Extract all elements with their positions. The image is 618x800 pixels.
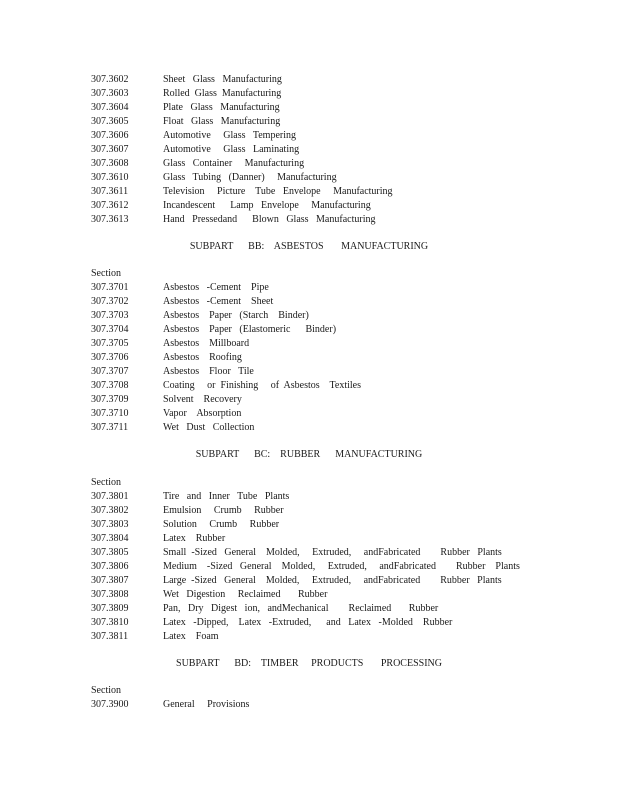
section-number: 307.3701 bbox=[91, 282, 129, 293]
list-item bbox=[91, 171, 591, 185]
section-label: Section bbox=[91, 477, 121, 488]
rubber-section-list bbox=[91, 476, 591, 644]
list-item bbox=[91, 87, 591, 101]
list-item bbox=[91, 143, 591, 157]
section-number: 307.3705 bbox=[91, 338, 129, 349]
section-title: Glass Tubing (Danner) Manufacturing bbox=[163, 172, 337, 183]
section-number: 307.3802 bbox=[91, 505, 129, 516]
list-item bbox=[91, 115, 591, 129]
section-title: Solution Crumb Rubber bbox=[163, 519, 280, 530]
section-title: General Provisions bbox=[163, 699, 250, 710]
asbestos-section-list bbox=[91, 267, 591, 435]
list-item bbox=[91, 185, 591, 199]
section-number: 307.3704 bbox=[91, 324, 129, 335]
list-item bbox=[91, 546, 591, 560]
section-title: Asbestos -Cement Sheet bbox=[163, 296, 274, 307]
section-number: 307.3804 bbox=[91, 533, 129, 544]
section-number: 307.3611 bbox=[91, 186, 129, 197]
section-title: Asbestos -Cement Pipe bbox=[163, 282, 269, 293]
section-number: 307.3612 bbox=[91, 200, 129, 211]
subpart-heading-bc: SUBPART BC: RUBBER MANUFACTURING bbox=[195, 449, 423, 460]
section-number: 307.3811 bbox=[91, 631, 129, 642]
list-item bbox=[91, 281, 591, 295]
list-item bbox=[91, 295, 591, 309]
section-title: Tire and Inner Tube Plants bbox=[163, 491, 290, 502]
list-item bbox=[91, 574, 591, 588]
list-item bbox=[91, 73, 591, 87]
section-number: 307.3707 bbox=[91, 366, 129, 377]
section-title: Automotive Glass Tempering bbox=[163, 130, 296, 141]
section-number: 307.3708 bbox=[91, 380, 129, 391]
section-number: 307.3807 bbox=[91, 575, 129, 586]
section-label: Section bbox=[91, 685, 121, 696]
section-title: Automotive Glass Laminating bbox=[163, 144, 300, 155]
section-number: 307.3710 bbox=[91, 408, 129, 419]
list-item bbox=[91, 101, 591, 115]
section-title: Asbestos Millboard bbox=[163, 338, 250, 349]
list-item bbox=[91, 630, 591, 644]
section-title: Latex Rubber bbox=[163, 533, 226, 544]
section-title: Asbestos Paper (Starch Binder) bbox=[163, 310, 309, 321]
list-item bbox=[91, 490, 591, 504]
list-item bbox=[91, 518, 591, 532]
list-item bbox=[91, 323, 591, 337]
list-item bbox=[91, 393, 591, 407]
section-number: 307.3602 bbox=[91, 74, 129, 85]
section-number: 307.3801 bbox=[91, 491, 129, 502]
section-number: 307.3613 bbox=[91, 214, 129, 225]
list-item bbox=[91, 616, 591, 630]
section-title: Rolled Glass Manufacturing bbox=[163, 88, 282, 99]
list-item bbox=[91, 213, 591, 227]
list-item bbox=[91, 407, 591, 421]
section-number: 307.3709 bbox=[91, 394, 129, 405]
list-item bbox=[91, 698, 591, 712]
list-item bbox=[91, 532, 591, 546]
list-item bbox=[91, 309, 591, 323]
list-item bbox=[91, 129, 591, 143]
list-item bbox=[91, 602, 591, 616]
section-number: 307.3702 bbox=[91, 296, 129, 307]
section-title: Large -Sized General Molded, Extruded, andFabricated Rubber Plants bbox=[163, 575, 502, 586]
section-number: 307.3703 bbox=[91, 310, 129, 321]
list-item bbox=[91, 421, 591, 435]
section-number: 307.3605 bbox=[91, 116, 129, 127]
section-number: 307.3706 bbox=[91, 352, 129, 363]
section-number: 307.3809 bbox=[91, 603, 129, 614]
section-title: Sheet Glass Manufacturing bbox=[163, 74, 282, 85]
list-item bbox=[91, 337, 591, 351]
section-number: 307.3808 bbox=[91, 589, 129, 600]
section-number: 307.3805 bbox=[91, 547, 129, 558]
section-number: 307.3606 bbox=[91, 130, 129, 141]
list-item bbox=[91, 504, 591, 518]
section-number: 307.3607 bbox=[91, 144, 129, 155]
list-item bbox=[91, 379, 591, 393]
list-item bbox=[91, 351, 591, 365]
section-title: Asbestos Paper (Elastomeric Binder) bbox=[163, 324, 337, 335]
section-title: Small -Sized General Molded, Extruded, andFabricated Rubber Plants bbox=[163, 547, 502, 558]
section-number: 307.3608 bbox=[91, 158, 129, 169]
section-title: Latex Foam bbox=[163, 631, 219, 642]
list-item bbox=[91, 199, 591, 213]
section-title: Latex -Dipped, Latex -Extruded, and Latex -Molded Rubber bbox=[163, 617, 453, 628]
section-number: 307.3803 bbox=[91, 519, 129, 530]
section-title: Glass Container Manufacturing bbox=[163, 158, 305, 169]
section-number: 307.3900 bbox=[91, 699, 129, 710]
list-item bbox=[91, 157, 591, 171]
section-title: Float Glass Manufacturing bbox=[163, 116, 281, 127]
section-title: Pan, Dry Digest ion, andMechanical Reclaimed Rubber bbox=[163, 603, 439, 614]
section-number: 307.3610 bbox=[91, 172, 129, 183]
section-title: Vapor Absorption bbox=[163, 408, 242, 419]
section-title: Solvent Recovery bbox=[163, 394, 242, 405]
subpart-heading-bb: SUBPART BB: ASBESTOS MANUFACTURING bbox=[189, 241, 429, 252]
subpart-heading-bd: SUBPART BD: TIMBER PRODUCTS PROCESSING bbox=[176, 658, 442, 669]
section-title: Coating or Finishing of Asbestos Textiles bbox=[163, 380, 362, 391]
section-number: 307.3806 bbox=[91, 561, 129, 572]
section-number: 307.3603 bbox=[91, 88, 129, 99]
timber-section-list bbox=[91, 684, 591, 712]
list-item bbox=[91, 588, 591, 602]
list-item bbox=[91, 365, 591, 379]
list-item bbox=[91, 560, 591, 574]
section-title: Asbestos Roofing bbox=[163, 352, 242, 363]
section-title: Medium -Sized General Molded, Extruded, andFabricated Rubber Plants bbox=[163, 561, 520, 572]
section-title: Hand Pressedand Blown Glass Manufacturing bbox=[163, 214, 376, 225]
section-number: 307.3711 bbox=[91, 422, 129, 433]
section-title: Emulsion Crumb Rubber bbox=[163, 505, 284, 516]
section-title: Television Picture Tube Envelope Manufacturing bbox=[163, 186, 393, 197]
section-label: Section bbox=[91, 268, 121, 279]
glass-section-list bbox=[91, 73, 591, 227]
section-title: Incandescent Lamp Envelope Manufacturing bbox=[163, 200, 371, 211]
section-title: Asbestos Floor Tile bbox=[163, 366, 254, 377]
section-number: 307.3604 bbox=[91, 102, 129, 113]
section-title: Wet Digestion Reclaimed Rubber bbox=[163, 589, 328, 600]
section-number: 307.3810 bbox=[91, 617, 129, 628]
section-title: Plate Glass Manufacturing bbox=[163, 102, 280, 113]
section-title: Wet Dust Collection bbox=[163, 422, 255, 433]
